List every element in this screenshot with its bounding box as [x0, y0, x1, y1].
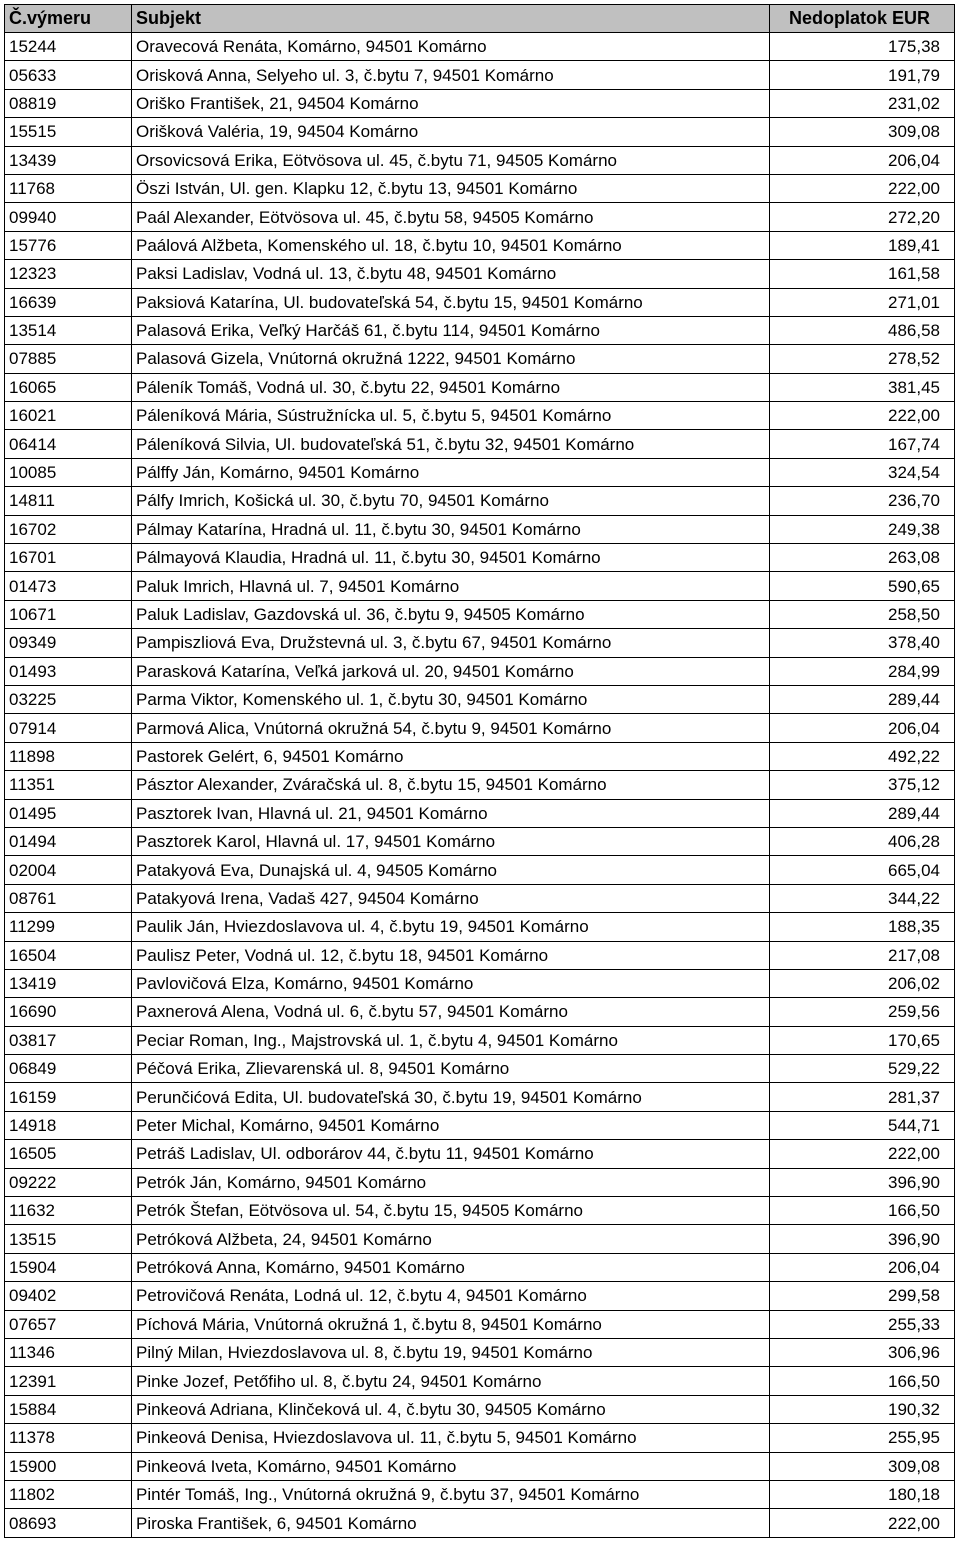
cell-amount: 206,04	[770, 146, 955, 174]
table-row	[5, 1424, 955, 1452]
cell-id: 15884	[5, 1395, 132, 1423]
cell-amount: 161,58	[770, 260, 955, 288]
cell-amount: 289,44	[770, 799, 955, 827]
cell-subject: Petrovičová Renáta, Lodná ul. 12, č.bytu 4, 94501 Komárno	[132, 1282, 770, 1310]
cell-id: 09222	[5, 1168, 132, 1196]
cell-subject: Pálmay Katarína, Hradná ul. 11, č.bytu 30, 94501 Komárno	[132, 515, 770, 543]
table-row	[5, 1168, 955, 1196]
cell-amount: 406,28	[770, 827, 955, 855]
cell-subject: Pinkeová Adriana, Klinčeková ul. 4, č.bytu 30, 94505 Komárno	[132, 1395, 770, 1423]
cell-id: 11898	[5, 742, 132, 770]
cell-id: 07914	[5, 714, 132, 742]
cell-id: 01494	[5, 827, 132, 855]
table-row	[5, 89, 955, 117]
cell-subject: Pálfy Imrich, Košická ul. 30, č.bytu 70, 94501 Komárno	[132, 487, 770, 515]
cell-subject: Pinkeová Iveta, Komárno, 94501 Komárno	[132, 1452, 770, 1480]
cell-amount: 206,02	[770, 969, 955, 997]
table-row	[5, 316, 955, 344]
table-row	[5, 515, 955, 543]
cell-amount: 222,00	[770, 1140, 955, 1168]
cell-id: 16690	[5, 998, 132, 1026]
cell-amount: 284,99	[770, 657, 955, 685]
cell-subject: Paksi Ladislav, Vodná ul. 13, č.bytu 48, 94501 Komárno	[132, 260, 770, 288]
cell-amount: 486,58	[770, 316, 955, 344]
debtors-sheet	[4, 4, 954, 1538]
table-body	[5, 33, 955, 1538]
table-row	[5, 1111, 955, 1139]
cell-id: 16021	[5, 402, 132, 430]
cell-amount: 222,00	[770, 174, 955, 202]
cell-amount: 259,56	[770, 998, 955, 1026]
cell-subject: Paulisz Peter, Vodná ul. 12, č.bytu 18, 94501 Komárno	[132, 941, 770, 969]
cell-amount: 278,52	[770, 345, 955, 373]
cell-subject: Pinkeová Denisa, Hviezdoslavova ul. 11, č.bytu 5, 94501 Komárno	[132, 1424, 770, 1452]
cell-amount: 189,41	[770, 231, 955, 259]
table-row	[5, 629, 955, 657]
cell-amount: 281,37	[770, 1083, 955, 1111]
cell-id: 16065	[5, 373, 132, 401]
cell-subject: Petráš Ladislav, Ul. odborárov 44, č.bytu 11, 94501 Komárno	[132, 1140, 770, 1168]
cell-amount: 271,01	[770, 288, 955, 316]
table-row	[5, 1083, 955, 1111]
table-row	[5, 1509, 955, 1537]
cell-amount: 375,12	[770, 771, 955, 799]
cell-amount: 170,65	[770, 1026, 955, 1054]
cell-id: 09349	[5, 629, 132, 657]
cell-subject: Palasová Erika, Veľký Harčáš 61, č.bytu 114, 94501 Komárno	[132, 316, 770, 344]
cell-subject: Paxnerová Alena, Vodná ul. 6, č.bytu 57, 94501 Komárno	[132, 998, 770, 1026]
cell-id: 15515	[5, 118, 132, 146]
cell-amount: 378,40	[770, 629, 955, 657]
cell-amount: 191,79	[770, 61, 955, 89]
cell-amount: 396,90	[770, 1225, 955, 1253]
cell-id: 03817	[5, 1026, 132, 1054]
table-row	[5, 345, 955, 373]
cell-subject: Píchová Mária, Vnútorná okružná 1, č.bytu 8, 94501 Komárno	[132, 1310, 770, 1338]
cell-amount: 255,33	[770, 1310, 955, 1338]
cell-id: 01473	[5, 572, 132, 600]
cell-subject: Piroska František, 6, 94501 Komárno	[132, 1509, 770, 1537]
cell-id: 16639	[5, 288, 132, 316]
cell-subject: Oravecová Renáta, Komárno, 94501 Komárno	[132, 33, 770, 61]
cell-id: 01493	[5, 657, 132, 685]
cell-subject: Pastorek Gelért, 6, 94501 Komárno	[132, 742, 770, 770]
cell-subject: Páleníková Mária, Sústružnícka ul. 5, č.bytu 5, 94501 Komárno	[132, 402, 770, 430]
cell-amount: 217,08	[770, 941, 955, 969]
table-row	[5, 260, 955, 288]
header-subject: Subjekt	[132, 5, 770, 33]
cell-subject: Petrók Ján, Komárno, 94501 Komárno	[132, 1168, 770, 1196]
header-id: Č.výmeru	[5, 5, 132, 33]
cell-subject: Pasztorek Ivan, Hlavná ul. 21, 94501 Komárno	[132, 799, 770, 827]
cell-id: 08819	[5, 89, 132, 117]
cell-id: 08693	[5, 1509, 132, 1537]
cell-subject: Pintér Tomáš, Ing., Vnútorná okružná 9, č.bytu 37, 94501 Komárno	[132, 1480, 770, 1508]
cell-id: 11351	[5, 771, 132, 799]
cell-id: 11299	[5, 913, 132, 941]
table-row	[5, 1480, 955, 1508]
cell-id: 16702	[5, 515, 132, 543]
cell-subject: Páleník Tomáš, Vodná ul. 30, č.bytu 22, 94501 Komárno	[132, 373, 770, 401]
cell-id: 11632	[5, 1197, 132, 1225]
cell-subject: Pavlovičová Elza, Komárno, 94501 Komárno	[132, 969, 770, 997]
table-row	[5, 1310, 955, 1338]
cell-amount: 324,54	[770, 458, 955, 486]
cell-subject: Pasztorek Karol, Hlavná ul. 17, 94501 Komárno	[132, 827, 770, 855]
cell-subject: Öszi István, Ul. gen. Klapku 12, č.bytu 13, 94501 Komárno	[132, 174, 770, 202]
cell-subject: Paál Alexander, Eötvösova ul. 45, č.bytu 58, 94505 Komárno	[132, 203, 770, 231]
cell-subject: Parasková Katarína, Veľká jarková ul. 20, 94501 Komárno	[132, 657, 770, 685]
table-row	[5, 1026, 955, 1054]
cell-id: 01495	[5, 799, 132, 827]
cell-amount: 289,44	[770, 685, 955, 713]
cell-subject: Parmová Alica, Vnútorná okružná 54, č.bytu 9, 94501 Komárno	[132, 714, 770, 742]
cell-id: 11378	[5, 1424, 132, 1452]
table-row	[5, 1395, 955, 1423]
header-amount: Nedoplatok EUR	[770, 5, 955, 33]
debtors-table	[4, 4, 955, 1538]
cell-amount: 167,74	[770, 430, 955, 458]
cell-subject: Orsovicsová Erika, Eötvösova ul. 45, č.bytu 71, 94505 Komárno	[132, 146, 770, 174]
cell-subject: Paluk Ladislav, Gazdovská ul. 36, č.bytu 9, 94505 Komárno	[132, 600, 770, 628]
table-row	[5, 544, 955, 572]
cell-amount: 206,04	[770, 714, 955, 742]
cell-id: 10085	[5, 458, 132, 486]
table-row	[5, 203, 955, 231]
table-row	[5, 572, 955, 600]
cell-subject: Petróková Anna, Komárno, 94501 Komárno	[132, 1253, 770, 1281]
table-row	[5, 600, 955, 628]
cell-id: 07657	[5, 1310, 132, 1338]
table-row	[5, 1253, 955, 1281]
cell-amount: 665,04	[770, 856, 955, 884]
cell-subject: Pálffy Ján, Komárno, 94501 Komárno	[132, 458, 770, 486]
cell-id: 11802	[5, 1480, 132, 1508]
table-row	[5, 33, 955, 61]
table-row	[5, 1367, 955, 1395]
cell-amount: 180,18	[770, 1480, 955, 1508]
table-row	[5, 799, 955, 827]
cell-amount: 306,96	[770, 1338, 955, 1366]
cell-amount: 222,00	[770, 1509, 955, 1537]
cell-subject: Pinke Jozef, Petőfiho ul. 8, č.bytu 24, 94501 Komárno	[132, 1367, 770, 1395]
cell-id: 15904	[5, 1253, 132, 1281]
table-row	[5, 1282, 955, 1310]
cell-amount: 263,08	[770, 544, 955, 572]
table-row	[5, 402, 955, 430]
cell-amount: 236,70	[770, 487, 955, 515]
cell-amount: 255,95	[770, 1424, 955, 1452]
cell-id: 06414	[5, 430, 132, 458]
table-row	[5, 118, 955, 146]
cell-subject: Peter Michal, Komárno, 94501 Komárno	[132, 1111, 770, 1139]
table-row	[5, 174, 955, 202]
table-row	[5, 714, 955, 742]
table-row	[5, 61, 955, 89]
cell-id: 13515	[5, 1225, 132, 1253]
cell-id: 15900	[5, 1452, 132, 1480]
cell-amount: 492,22	[770, 742, 955, 770]
cell-subject: Peciar Roman, Ing., Majstrovská ul. 1, č.bytu 4, 94501 Komárno	[132, 1026, 770, 1054]
cell-amount: 272,20	[770, 203, 955, 231]
table-row	[5, 430, 955, 458]
cell-id: 11768	[5, 174, 132, 202]
cell-subject: Pampiszliová Eva, Družstevná ul. 3, č.bytu 67, 94501 Komárno	[132, 629, 770, 657]
table-row	[5, 1055, 955, 1083]
table-row	[5, 657, 955, 685]
header-row	[5, 5, 955, 33]
cell-id: 13439	[5, 146, 132, 174]
table-row	[5, 1225, 955, 1253]
cell-id: 13514	[5, 316, 132, 344]
cell-amount: 175,38	[770, 33, 955, 61]
cell-id: 14811	[5, 487, 132, 515]
table-row	[5, 1197, 955, 1225]
cell-subject: Patakyová Irena, Vadaš 427, 94504 Komárno	[132, 884, 770, 912]
table-row	[5, 742, 955, 770]
cell-subject: Orišková Valéria, 19, 94504 Komárno	[132, 118, 770, 146]
cell-id: 05633	[5, 61, 132, 89]
cell-subject: Paálová Alžbeta, Komenského ul. 18, č.bytu 10, 94501 Komárno	[132, 231, 770, 259]
table-row	[5, 913, 955, 941]
cell-id: 16504	[5, 941, 132, 969]
cell-id: 14918	[5, 1111, 132, 1139]
cell-id: 06849	[5, 1055, 132, 1083]
cell-id: 16505	[5, 1140, 132, 1168]
cell-subject: Parma Viktor, Komenského ul. 1, č.bytu 30, 94501 Komárno	[132, 685, 770, 713]
cell-subject: Petrók Štefan, Eötvösova ul. 54, č.bytu 15, 94505 Komárno	[132, 1197, 770, 1225]
table-row	[5, 771, 955, 799]
cell-amount: 222,00	[770, 402, 955, 430]
table-row	[5, 969, 955, 997]
cell-amount: 590,65	[770, 572, 955, 600]
cell-id: 15776	[5, 231, 132, 259]
cell-amount: 190,32	[770, 1395, 955, 1423]
cell-id: 11346	[5, 1338, 132, 1366]
cell-subject: Orisková Anna, Selyeho ul. 3, č.bytu 7, 94501 Komárno	[132, 61, 770, 89]
cell-id: 03225	[5, 685, 132, 713]
cell-id: 15244	[5, 33, 132, 61]
table-row	[5, 288, 955, 316]
cell-amount: 309,08	[770, 118, 955, 146]
table-row	[5, 373, 955, 401]
cell-amount: 309,08	[770, 1452, 955, 1480]
cell-subject: Pilný Milan, Hviezdoslavova ul. 8, č.bytu 19, 94501 Komárno	[132, 1338, 770, 1366]
table-row	[5, 1338, 955, 1366]
table-row	[5, 827, 955, 855]
cell-subject: Pálmayová Klaudia, Hradná ul. 11, č.bytu 30, 94501 Komárno	[132, 544, 770, 572]
table-row	[5, 941, 955, 969]
table-row	[5, 856, 955, 884]
table-row	[5, 231, 955, 259]
table-row	[5, 1452, 955, 1480]
cell-id: 09402	[5, 1282, 132, 1310]
cell-subject: Péčová Erika, Zlievarenská ul. 8, 94501 Komárno	[132, 1055, 770, 1083]
cell-subject: Pásztor Alexander, Zváračská ul. 8, č.bytu 15, 94501 Komárno	[132, 771, 770, 799]
cell-amount: 188,35	[770, 913, 955, 941]
cell-subject: Paksiová Katarína, Ul. budovateľská 54, č.bytu 15, 94501 Komárno	[132, 288, 770, 316]
cell-amount: 249,38	[770, 515, 955, 543]
cell-amount: 344,22	[770, 884, 955, 912]
cell-id: 07885	[5, 345, 132, 373]
cell-amount: 166,50	[770, 1367, 955, 1395]
table-row	[5, 685, 955, 713]
cell-amount: 166,50	[770, 1197, 955, 1225]
table-row	[5, 487, 955, 515]
cell-id: 10671	[5, 600, 132, 628]
table-row	[5, 884, 955, 912]
cell-subject: Palasová Gizela, Vnútorná okružná 1222, 94501 Komárno	[132, 345, 770, 373]
cell-amount: 396,90	[770, 1168, 955, 1196]
cell-id: 02004	[5, 856, 132, 884]
cell-subject: Petróková Alžbeta, 24, 94501 Komárno	[132, 1225, 770, 1253]
cell-id: 16701	[5, 544, 132, 572]
table-row	[5, 1140, 955, 1168]
cell-id: 13419	[5, 969, 132, 997]
table-row	[5, 146, 955, 174]
cell-subject: Patakyová Eva, Dunajská ul. 4, 94505 Komárno	[132, 856, 770, 884]
table-row	[5, 458, 955, 486]
cell-amount: 544,71	[770, 1111, 955, 1139]
cell-id: 12391	[5, 1367, 132, 1395]
cell-id: 08761	[5, 884, 132, 912]
cell-amount: 299,58	[770, 1282, 955, 1310]
cell-subject: Paulik Ján, Hviezdoslavova ul. 4, č.bytu 19, 94501 Komárno	[132, 913, 770, 941]
cell-subject: Páleníková Silvia, Ul. budovateľská 51, č.bytu 32, 94501 Komárno	[132, 430, 770, 458]
cell-id: 12323	[5, 260, 132, 288]
cell-subject: Oriško František, 21, 94504 Komárno	[132, 89, 770, 117]
cell-subject: Paluk Imrich, Hlavná ul. 7, 94501 Komárno	[132, 572, 770, 600]
cell-amount: 529,22	[770, 1055, 955, 1083]
cell-amount: 231,02	[770, 89, 955, 117]
cell-amount: 258,50	[770, 600, 955, 628]
table-row	[5, 998, 955, 1026]
cell-id: 09940	[5, 203, 132, 231]
cell-id: 16159	[5, 1083, 132, 1111]
cell-amount: 381,45	[770, 373, 955, 401]
cell-subject: Perunčićová Edita, Ul. budovateľská 30, č.bytu 19, 94501 Komárno	[132, 1083, 770, 1111]
cell-amount: 206,04	[770, 1253, 955, 1281]
